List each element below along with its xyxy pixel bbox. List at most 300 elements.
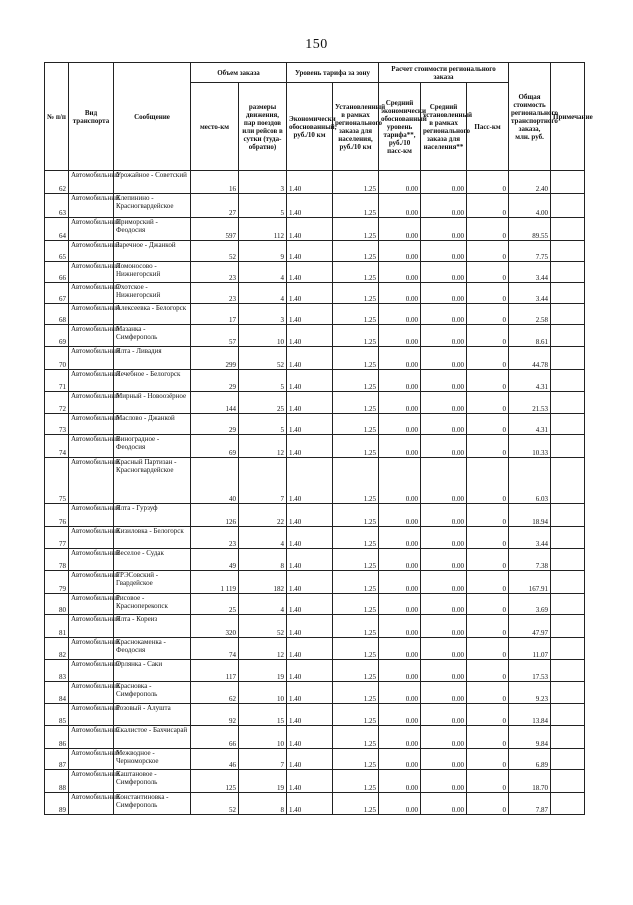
header-num: № п/п <box>45 63 69 171</box>
route-name: Скалистое - Бахчисарай <box>114 726 191 749</box>
seat-km-value: 125 <box>191 770 239 793</box>
avg-econ-value: 0.00 <box>379 749 421 770</box>
seat-km-value: 23 <box>191 262 239 283</box>
trips-value: 112 <box>239 218 287 241</box>
avg-set-value: 0.00 <box>421 793 467 815</box>
row-number: 75 <box>45 458 69 504</box>
trips-value: 8 <box>239 549 287 571</box>
avg-set-value: 0.00 <box>421 504 467 527</box>
tariff-justified-value: 1.40 <box>287 370 333 392</box>
pass-km-value: 0 <box>467 392 509 414</box>
tariff-justified-value: 1.40 <box>287 704 333 726</box>
row-number: 77 <box>45 527 69 549</box>
note-value <box>551 615 585 638</box>
route-name: Лечебное - Белогорск <box>114 370 191 392</box>
route-name: Каштановое - Симферополь <box>114 770 191 793</box>
transport-kind: Автомобильный <box>69 304 114 325</box>
route-name: Мазанка - Симферополь <box>114 325 191 347</box>
seat-km-value: 49 <box>191 549 239 571</box>
route-name: Кизиловка - Белогорск <box>114 527 191 549</box>
route-name: Краснокаменка - Феодосия <box>114 638 191 660</box>
avg-econ-value: 0.00 <box>379 458 421 504</box>
transport-kind: Автомобильный <box>69 283 114 304</box>
route-name: Розовый - Алушта <box>114 704 191 726</box>
note-value <box>551 283 585 304</box>
table-row <box>45 682 585 704</box>
row-number: 70 <box>45 347 69 370</box>
table-row <box>45 660 585 682</box>
avg-set-value: 0.00 <box>421 458 467 504</box>
seat-km-value: 126 <box>191 504 239 527</box>
avg-econ-value: 0.00 <box>379 304 421 325</box>
transport-kind: Автомобильный <box>69 218 114 241</box>
route-name: Межводное - Черноморское <box>114 749 191 770</box>
row-number: 83 <box>45 660 69 682</box>
tariff-justified-value: 1.40 <box>287 549 333 571</box>
tariff-justified-value: 1.40 <box>287 726 333 749</box>
pass-km-value: 0 <box>467 682 509 704</box>
avg-econ-value: 0.00 <box>379 571 421 594</box>
tariff-set-value: 1.25 <box>333 615 379 638</box>
avg-set-value: 0.00 <box>421 325 467 347</box>
header-seat-km: место-км <box>191 83 239 171</box>
header-tariff-set: Установленный в рамках регионального заказа для населения, руб./10 км <box>333 83 379 171</box>
transport-kind: Автомобильный <box>69 770 114 793</box>
transport-kind: Автомобильный <box>69 370 114 392</box>
total-cost-value: 8.61 <box>509 325 551 347</box>
total-cost-value: 7.75 <box>509 241 551 262</box>
note-value <box>551 571 585 594</box>
row-number: 84 <box>45 682 69 704</box>
seat-km-value: 23 <box>191 527 239 549</box>
row-number: 86 <box>45 726 69 749</box>
total-cost-value: 47.97 <box>509 615 551 638</box>
trips-value: 52 <box>239 615 287 638</box>
total-cost-value: 167.91 <box>509 571 551 594</box>
tariff-set-value: 1.25 <box>333 414 379 435</box>
note-value <box>551 549 585 571</box>
avg-set-value: 0.00 <box>421 571 467 594</box>
total-cost-value: 3.44 <box>509 262 551 283</box>
header-order-volume: Объем заказа <box>191 63 287 83</box>
trips-value: 12 <box>239 638 287 660</box>
seat-km-value: 25 <box>191 594 239 615</box>
row-number: 68 <box>45 304 69 325</box>
tariff-set-value: 1.25 <box>333 458 379 504</box>
transport-kind: Автомобильный <box>69 325 114 347</box>
header-tariff-level: Уровень тарифа за зону <box>287 63 379 83</box>
avg-set-value: 0.00 <box>421 749 467 770</box>
table-row <box>45 793 585 815</box>
note-value <box>551 414 585 435</box>
avg-econ-value: 0.00 <box>379 682 421 704</box>
avg-set-value: 0.00 <box>421 682 467 704</box>
route-name: Рисовое - Краснoперекопск <box>114 594 191 615</box>
pass-km-value: 0 <box>467 283 509 304</box>
seat-km-value: 597 <box>191 218 239 241</box>
table-row <box>45 435 585 458</box>
avg-econ-value: 0.00 <box>379 370 421 392</box>
total-cost-value: 9.23 <box>509 682 551 704</box>
header-route: Сообщение <box>114 63 191 171</box>
note-value <box>551 458 585 504</box>
seat-km-value: 69 <box>191 435 239 458</box>
note-value <box>551 435 585 458</box>
row-number: 81 <box>45 615 69 638</box>
note-value <box>551 171 585 194</box>
header-pass-km: Пасс-км <box>467 83 509 171</box>
tariff-set-value: 1.25 <box>333 549 379 571</box>
table-row <box>45 392 585 414</box>
tariff-justified-value: 1.40 <box>287 304 333 325</box>
avg-econ-value: 0.00 <box>379 770 421 793</box>
seat-km-value: 27 <box>191 194 239 218</box>
transport-kind: Автомобильный <box>69 347 114 370</box>
total-cost-value: 13.84 <box>509 704 551 726</box>
avg-econ-value: 0.00 <box>379 638 421 660</box>
total-cost-value: 18.94 <box>509 504 551 527</box>
route-name: Мирный - Новоозёрное <box>114 392 191 414</box>
route-name: Виноградное - Феодосия <box>114 435 191 458</box>
seat-km-value: 1 119 <box>191 571 239 594</box>
transport-kind: Автомобильный <box>69 793 114 815</box>
avg-econ-value: 0.00 <box>379 594 421 615</box>
note-value <box>551 770 585 793</box>
table-row <box>45 571 585 594</box>
tariff-set-value: 1.25 <box>333 304 379 325</box>
avg-set-value: 0.00 <box>421 218 467 241</box>
avg-set-value: 0.00 <box>421 770 467 793</box>
tariff-set-value: 1.25 <box>333 283 379 304</box>
avg-set-value: 0.00 <box>421 660 467 682</box>
route-name: Веселое - Судак <box>114 549 191 571</box>
tariff-justified-value: 1.40 <box>287 218 333 241</box>
tariff-justified-value: 1.40 <box>287 638 333 660</box>
row-number: 78 <box>45 549 69 571</box>
avg-set-value: 0.00 <box>421 241 467 262</box>
transport-kind: Автомобильный <box>69 435 114 458</box>
header-cost-calc: Расчет стоимости регионального заказа <box>379 63 509 83</box>
trips-value: 10 <box>239 726 287 749</box>
row-number: 62 <box>45 171 69 194</box>
tariff-set-value: 1.25 <box>333 218 379 241</box>
tariff-justified-value: 1.40 <box>287 435 333 458</box>
transport-kind: Автомобильный <box>69 527 114 549</box>
tariff-set-value: 1.25 <box>333 325 379 347</box>
tariff-justified-value: 1.40 <box>287 615 333 638</box>
trips-value: 25 <box>239 392 287 414</box>
avg-econ-value: 0.00 <box>379 325 421 347</box>
tariff-set-value: 1.25 <box>333 504 379 527</box>
tariff-justified-value: 1.40 <box>287 571 333 594</box>
pass-km-value: 0 <box>467 660 509 682</box>
tariff-justified-value: 1.40 <box>287 392 333 414</box>
row-number: 87 <box>45 749 69 770</box>
route-name: Приморский - Феодосия <box>114 218 191 241</box>
tariff-set-value: 1.25 <box>333 171 379 194</box>
transport-kind: Автомобильный <box>69 414 114 435</box>
pass-km-value: 0 <box>467 171 509 194</box>
total-cost-value: 3.44 <box>509 283 551 304</box>
table-row <box>45 370 585 392</box>
row-number: 80 <box>45 594 69 615</box>
avg-set-value: 0.00 <box>421 194 467 218</box>
avg-set-value: 0.00 <box>421 283 467 304</box>
seat-km-value: 66 <box>191 726 239 749</box>
trips-value: 10 <box>239 682 287 704</box>
avg-econ-value: 0.00 <box>379 660 421 682</box>
note-value <box>551 325 585 347</box>
pass-km-value: 0 <box>467 504 509 527</box>
trips-value: 52 <box>239 347 287 370</box>
avg-econ-value: 0.00 <box>379 218 421 241</box>
tariff-set-value: 1.25 <box>333 638 379 660</box>
header-avg-econ: Средний экономически обоснованный уровень тарифа**, руб./10 пасс-км <box>379 83 421 171</box>
trips-value: 4 <box>239 527 287 549</box>
trips-value: 15 <box>239 704 287 726</box>
pass-km-value: 0 <box>467 435 509 458</box>
avg-econ-value: 0.00 <box>379 435 421 458</box>
table-row <box>45 241 585 262</box>
tariff-justified-value: 1.40 <box>287 241 333 262</box>
seat-km-value: 29 <box>191 370 239 392</box>
avg-econ-value: 0.00 <box>379 392 421 414</box>
total-cost-value: 4.31 <box>509 370 551 392</box>
note-value <box>551 527 585 549</box>
pass-km-value: 0 <box>467 458 509 504</box>
route-name: Клепинино - Красногвардейское <box>114 194 191 218</box>
table-row <box>45 218 585 241</box>
note-value <box>551 304 585 325</box>
header-note: Примечание <box>551 63 585 171</box>
total-cost-value: 4.31 <box>509 414 551 435</box>
tariff-justified-value: 1.40 <box>287 283 333 304</box>
note-value <box>551 704 585 726</box>
header-avg-set: Средний установленный в рамках регионального заказа для населения** <box>421 83 467 171</box>
transport-kind: Автомобильный <box>69 726 114 749</box>
total-cost-value: 3.44 <box>509 527 551 549</box>
row-number: 82 <box>45 638 69 660</box>
tariff-set-value: 1.25 <box>333 770 379 793</box>
tariff-set-value: 1.25 <box>333 392 379 414</box>
row-number: 73 <box>45 414 69 435</box>
table-row <box>45 615 585 638</box>
tariff-set-value: 1.25 <box>333 749 379 770</box>
pass-km-value: 0 <box>467 571 509 594</box>
seat-km-value: 17 <box>191 304 239 325</box>
total-cost-value: 21.53 <box>509 392 551 414</box>
avg-set-value: 0.00 <box>421 392 467 414</box>
tariff-justified-value: 1.40 <box>287 262 333 283</box>
row-number: 63 <box>45 194 69 218</box>
total-cost-value: 6.03 <box>509 458 551 504</box>
table-row <box>45 304 585 325</box>
avg-econ-value: 0.00 <box>379 171 421 194</box>
seat-km-value: 40 <box>191 458 239 504</box>
tariff-justified-value: 1.40 <box>287 660 333 682</box>
total-cost-value: 89.55 <box>509 218 551 241</box>
table-row <box>45 194 585 218</box>
route-name: Орлянка - Саки <box>114 660 191 682</box>
note-value <box>551 660 585 682</box>
route-name: Маслово - Джанкой <box>114 414 191 435</box>
total-cost-value: 4.00 <box>509 194 551 218</box>
seat-km-value: 46 <box>191 749 239 770</box>
transport-kind: Автомобильный <box>69 549 114 571</box>
transport-kind: Автомобильный <box>69 749 114 770</box>
tariff-set-value: 1.25 <box>333 194 379 218</box>
pass-km-value: 0 <box>467 638 509 660</box>
row-number: 67 <box>45 283 69 304</box>
route-name: Константиновка - Симферополь <box>114 793 191 815</box>
seat-km-value: 117 <box>191 660 239 682</box>
note-value <box>551 194 585 218</box>
trips-value: 5 <box>239 194 287 218</box>
header-tariff-justified: Экономически обоснованный, руб./10 км <box>287 83 333 171</box>
avg-econ-value: 0.00 <box>379 262 421 283</box>
avg-econ-value: 0.00 <box>379 414 421 435</box>
avg-set-value: 0.00 <box>421 304 467 325</box>
tariff-set-value: 1.25 <box>333 793 379 815</box>
trips-value: 4 <box>239 283 287 304</box>
table-row <box>45 726 585 749</box>
note-value <box>551 504 585 527</box>
avg-econ-value: 0.00 <box>379 347 421 370</box>
avg-set-value: 0.00 <box>421 370 467 392</box>
note-value <box>551 262 585 283</box>
route-name: Красновка - Симферополь <box>114 682 191 704</box>
tariff-justified-value: 1.40 <box>287 458 333 504</box>
avg-set-value: 0.00 <box>421 704 467 726</box>
tariff-set-value: 1.25 <box>333 435 379 458</box>
table-row <box>45 283 585 304</box>
seat-km-value: 16 <box>191 171 239 194</box>
tariff-set-value: 1.25 <box>333 682 379 704</box>
note-value <box>551 347 585 370</box>
avg-econ-value: 0.00 <box>379 793 421 815</box>
page-number: 150 <box>305 37 328 52</box>
tariff-justified-value: 1.40 <box>287 414 333 435</box>
tariff-justified-value: 1.40 <box>287 793 333 815</box>
pass-km-value: 0 <box>467 304 509 325</box>
table-row <box>45 549 585 571</box>
avg-econ-value: 0.00 <box>379 726 421 749</box>
total-cost-value: 7.87 <box>509 793 551 815</box>
pass-km-value: 0 <box>467 549 509 571</box>
total-cost-value: 2.58 <box>509 304 551 325</box>
route-name: Красный Партизан - Красногвардейское <box>114 458 191 504</box>
transport-kind: Автомобильный <box>69 171 114 194</box>
tariff-set-value: 1.25 <box>333 527 379 549</box>
row-number: 64 <box>45 218 69 241</box>
trips-value: 4 <box>239 594 287 615</box>
tariff-set-value: 1.25 <box>333 726 379 749</box>
seat-km-value: 320 <box>191 615 239 638</box>
tariff-set-value: 1.25 <box>333 594 379 615</box>
row-number: 79 <box>45 571 69 594</box>
avg-set-value: 0.00 <box>421 594 467 615</box>
pass-km-value: 0 <box>467 749 509 770</box>
seat-km-value: 23 <box>191 283 239 304</box>
header-total: Общая стоимость регионального транспортного заказа, млн. руб. <box>509 63 551 171</box>
route-name: Ялта - Ливадия <box>114 347 191 370</box>
avg-set-value: 0.00 <box>421 414 467 435</box>
trips-value: 9 <box>239 241 287 262</box>
transport-kind: Автомобильный <box>69 504 114 527</box>
table-row <box>45 638 585 660</box>
note-value <box>551 682 585 704</box>
total-cost-value: 10.33 <box>509 435 551 458</box>
tariff-justified-value: 1.40 <box>287 194 333 218</box>
avg-set-value: 0.00 <box>421 347 467 370</box>
pass-km-value: 0 <box>467 347 509 370</box>
table-row <box>45 527 585 549</box>
route-name: Урожайное - Советский <box>114 171 191 194</box>
seat-km-value: 62 <box>191 682 239 704</box>
trips-value: 8 <box>239 793 287 815</box>
route-name: Ломоносово - Нижнегорский <box>114 262 191 283</box>
route-name: Ялта - Гурзуф <box>114 504 191 527</box>
row-number: 76 <box>45 504 69 527</box>
avg-econ-value: 0.00 <box>379 527 421 549</box>
trips-value: 3 <box>239 171 287 194</box>
avg-set-value: 0.00 <box>421 615 467 638</box>
pass-km-value: 0 <box>467 615 509 638</box>
seat-km-value: 52 <box>191 241 239 262</box>
table-row <box>45 704 585 726</box>
pass-km-value: 0 <box>467 262 509 283</box>
tariff-set-value: 1.25 <box>333 262 379 283</box>
route-name: Заречное - Джанкой <box>114 241 191 262</box>
table-row <box>45 749 585 770</box>
table-row <box>45 262 585 283</box>
tariff-set-value: 1.25 <box>333 241 379 262</box>
avg-set-value: 0.00 <box>421 527 467 549</box>
total-cost-value: 7.38 <box>509 549 551 571</box>
row-number: 88 <box>45 770 69 793</box>
header-trips: размеры движения, пар поездов или рейсов в сутки (туда-обратно) <box>239 83 287 171</box>
avg-set-value: 0.00 <box>421 726 467 749</box>
total-cost-value: 18.70 <box>509 770 551 793</box>
tariff-justified-value: 1.40 <box>287 527 333 549</box>
total-cost-value: 11.07 <box>509 638 551 660</box>
route-name: Ялта - Кореиз <box>114 615 191 638</box>
avg-set-value: 0.00 <box>421 262 467 283</box>
note-value <box>551 392 585 414</box>
pass-km-value: 0 <box>467 414 509 435</box>
seat-km-value: 144 <box>191 392 239 414</box>
row-number: 65 <box>45 241 69 262</box>
note-value <box>551 241 585 262</box>
trips-value: 10 <box>239 325 287 347</box>
avg-econ-value: 0.00 <box>379 504 421 527</box>
trips-value: 182 <box>239 571 287 594</box>
tariff-set-value: 1.25 <box>333 347 379 370</box>
tariff-set-value: 1.25 <box>333 370 379 392</box>
trips-value: 5 <box>239 414 287 435</box>
table-body <box>45 171 585 815</box>
tariff-table <box>44 62 593 815</box>
avg-set-value: 0.00 <box>421 171 467 194</box>
note-value <box>551 370 585 392</box>
seat-km-value: 299 <box>191 347 239 370</box>
trips-value: 22 <box>239 504 287 527</box>
trips-value: 12 <box>239 435 287 458</box>
pass-km-value: 0 <box>467 325 509 347</box>
avg-set-value: 0.00 <box>421 435 467 458</box>
seat-km-value: 52 <box>191 793 239 815</box>
trips-value: 19 <box>239 660 287 682</box>
